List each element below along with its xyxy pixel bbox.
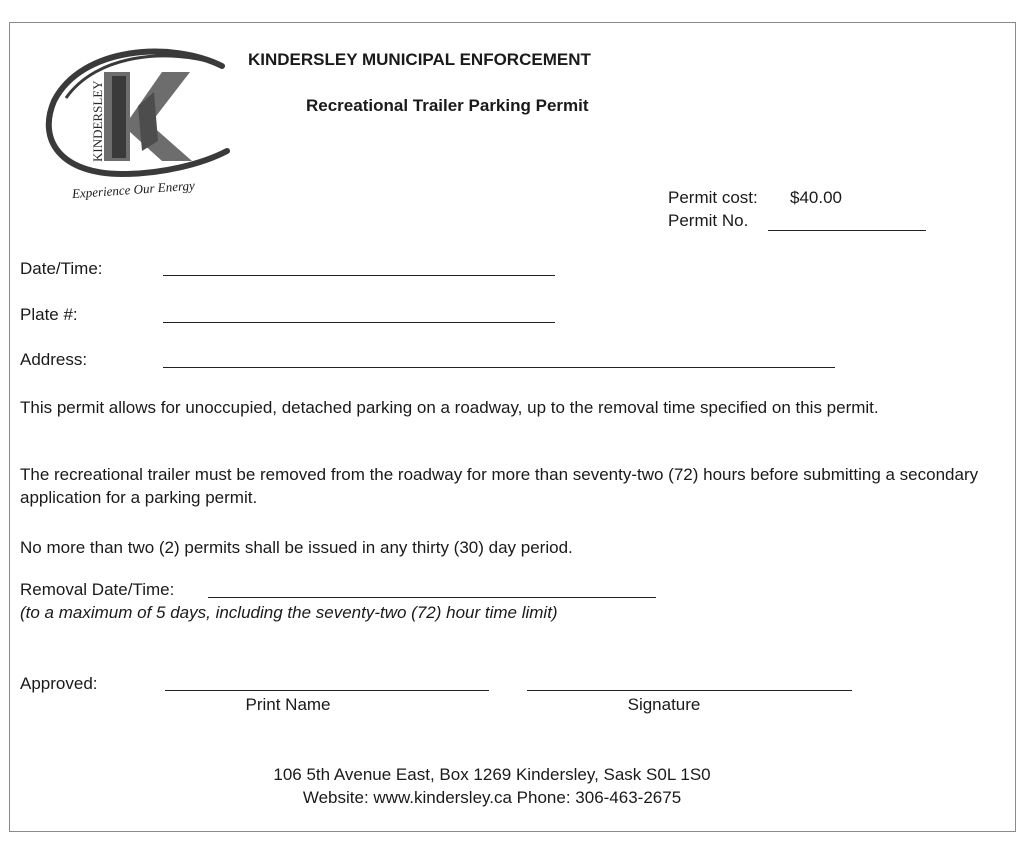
logo-tagline: Experience Our Energy <box>71 177 196 202</box>
removal-note: (to a maximum of 5 days, including the seventy-two (72) hour time limit) <box>20 603 558 622</box>
permit-number-field[interactable] <box>768 230 926 231</box>
plate-field[interactable] <box>163 322 555 323</box>
date-time-label: Date/Time: <box>20 259 103 278</box>
paragraph-removal-rule: The recreational trailer must be removed from the roadway for more than seventy-two (72) hours before submitting a secondary application for a parking permit. <box>20 465 979 507</box>
plate-label: Plate #: <box>20 305 78 324</box>
date-time-field[interactable] <box>163 275 555 276</box>
logo-vertical-text: KINDERSLEY <box>90 80 105 162</box>
approved-label: Approved: <box>20 674 98 693</box>
logo-graphic <box>42 46 232 204</box>
print-name-caption: Print Name <box>245 695 331 714</box>
org-title: KINDERSLEY MUNICIPAL ENFORCEMENT <box>248 50 591 69</box>
footer-contact: Website: www.kindersley.ca Phone: 306-463-2675 <box>302 788 682 807</box>
paragraph-permit-limit: No more than two (2) permits shall be issued in any thirty (30) day period. <box>20 538 573 557</box>
permit-cost-label: Permit cost: <box>668 188 758 207</box>
kindersley-logo <box>42 46 232 204</box>
removal-field[interactable] <box>208 597 656 598</box>
footer-address: 106 5th Avenue East, Box 1269 Kindersley, Sask S0L 1S0 <box>273 765 711 784</box>
permit-cost-value: $40.00 <box>790 188 842 207</box>
paragraph-permit-allowance: This permit allows for unoccupied, detached parking on a roadway, up to the removal time specified on this permit. <box>20 398 879 417</box>
permit-number-label: Permit No. <box>668 211 749 230</box>
removal-label: Removal Date/Time: <box>20 580 175 599</box>
address-label: Address: <box>20 350 88 369</box>
print-name-field[interactable] <box>165 690 489 691</box>
signature-caption: Signature <box>627 695 701 714</box>
form-title: Recreational Trailer Parking Permit <box>306 96 589 115</box>
signature-field[interactable] <box>527 690 852 691</box>
address-field[interactable] <box>163 367 835 368</box>
